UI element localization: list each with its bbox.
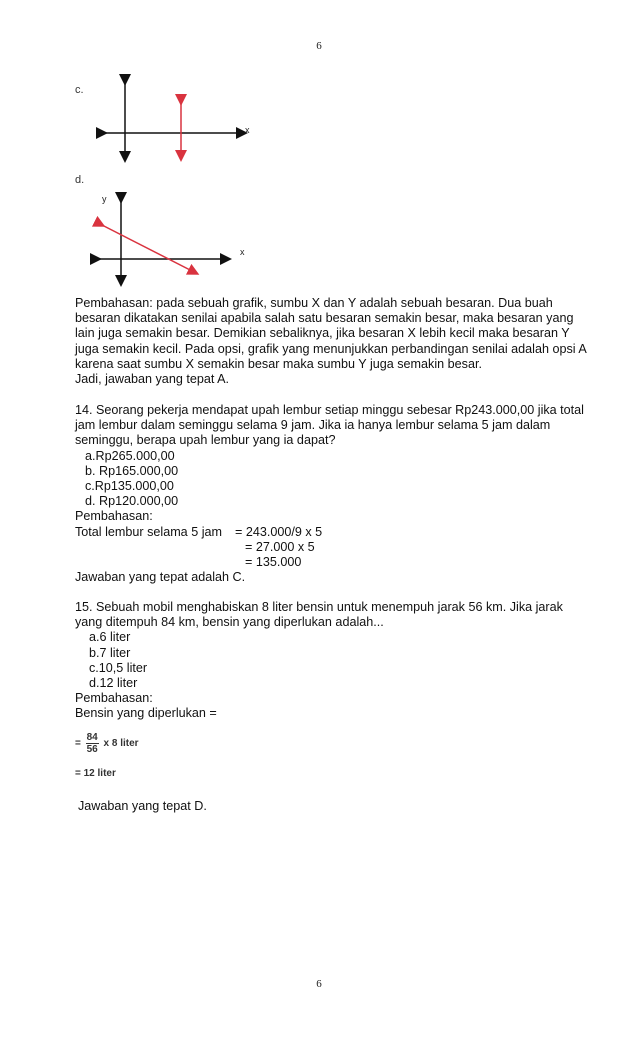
question-line: seminggu, berapa upah lembur yang ia dapat?: [75, 433, 336, 448]
graph-d-x-label: x: [240, 247, 245, 257]
page-number-top: 6: [316, 40, 322, 52]
text-line: juga semakin kecil. Pada opsi, grafik yang menunjukkan perbandingan senilai adalah opsi A: [75, 341, 587, 356]
question-14: [75, 403, 584, 585]
graph-c-label: c.: [75, 84, 84, 96]
calc-row: [75, 540, 584, 555]
question-line: 15. Sebuah mobil menghabiskan 8 liter bensin untuk menempuh jarak 56 km. Jika jarak: [75, 600, 563, 614]
calc-row: [75, 525, 584, 540]
graph-c: [92, 70, 262, 170]
graph-d-y-label: y: [102, 194, 107, 204]
fraction-expression: [75, 732, 139, 762]
graph-d: [88, 188, 258, 288]
pembahasan-13: [75, 296, 587, 387]
question-15: [75, 600, 563, 722]
fraction: [86, 732, 99, 755]
calc-step: = 135.000: [245, 555, 302, 569]
pembahasan-label: Pembahasan:: [75, 509, 153, 524]
calc-lhs: Total lembur selama 5 jam: [75, 524, 222, 539]
pembahasan-label: Pembahasan:: [75, 691, 153, 706]
option-b: b.7 liter: [89, 645, 131, 660]
text-line: karena saat sumbu X semakin besar maka sumbu Y juga semakin besar.: [75, 356, 482, 371]
equals-sign: =: [75, 738, 81, 749]
fraction-rest: x 8 liter: [103, 738, 139, 749]
graph-d-red-line: [100, 224, 194, 272]
text-line: Pembahasan: pada sebuah grafik, sumbu X dan Y adalah sebuah besaran. Dua buah: [75, 296, 553, 310]
calc-step: = 27.000 x 5: [245, 539, 315, 554]
graph-c-x-label: x: [245, 125, 250, 135]
text-line: Jadi, jawaban yang tepat A.: [75, 372, 230, 387]
question-line: 14. Seorang pekerja mendapat upah lembur setiap minggu sebesar Rp243.000,00 jika total: [75, 403, 584, 417]
text-line: besaran dikatakan senilai apabila salah satu besaran semakin besar, maka besaran yang: [75, 311, 574, 326]
option-d: d. Rp120.000,00: [85, 494, 179, 509]
text-line: lain juga semakin besar. Demikian sebaliknya, jika besaran X lebih kecil maka besaran Y: [75, 326, 570, 341]
calc-step: = 243.000/9 x 5: [235, 524, 323, 539]
option-a: a.Rp265.000,00: [85, 448, 175, 463]
option-d: d.12 liter: [89, 676, 138, 691]
result: = 12 liter: [75, 768, 116, 779]
page-number-bottom: 6: [316, 978, 322, 990]
fraction-denominator: 56: [86, 744, 98, 755]
calc-row: [75, 555, 584, 570]
graph-d-label: d.: [75, 174, 85, 186]
question-line: jam lembur dalam seminggu selama 9 jam. Jika ia hanya lembur selama 5 jam dalam: [75, 418, 551, 433]
option-c: c.10,5 liter: [89, 660, 148, 675]
option-c: c.Rp135.000,00: [85, 479, 174, 494]
option-a: a.6 liter: [89, 630, 131, 645]
answer-15: Jawaban yang tepat D.: [78, 799, 207, 813]
fraction-numerator: 84: [86, 732, 98, 743]
calc-intro: Bensin yang diperlukan =: [75, 706, 217, 721]
answer-14: Jawaban yang tepat adalah C.: [75, 570, 246, 585]
option-b: b. Rp165.000,00: [85, 463, 179, 478]
question-line: yang ditempuh 84 km, bensin yang diperlukan adalah...: [75, 615, 384, 630]
